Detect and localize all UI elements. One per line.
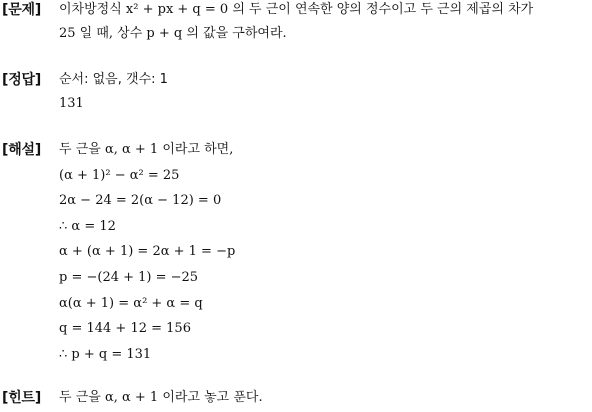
solution-row-2 <box>0 166 592 190</box>
problem-row-1 <box>0 0 592 24</box>
solution-line: ∴ p + q = 131 <box>59 347 152 362</box>
problem-label: [문제] <box>2 2 42 18</box>
hint-label: [힌트] <box>2 390 42 406</box>
answer-value: 131 <box>59 96 84 111</box>
solution-row-6 <box>0 268 592 292</box>
problem-row-2 <box>0 24 592 48</box>
hint-row-1 <box>0 388 592 412</box>
solution-line: (α + 1)² − α² = 25 <box>59 168 180 183</box>
solution-line: 2α − 24 = 2(α − 12) = 0 <box>59 193 222 208</box>
solution-line: α + (α + 1) = 2α + 1 = −p <box>59 244 236 259</box>
solution-row-9 <box>0 345 592 369</box>
solution-row-8 <box>0 319 592 343</box>
solution-row-5 <box>0 242 592 266</box>
solution-line: q = 144 + 12 = 156 <box>59 321 191 336</box>
answer-order-count: 순서: 없음, 갯수: 1 <box>59 72 168 87</box>
solution-row-7 <box>0 294 592 318</box>
solution-row-3 <box>0 191 592 215</box>
solution-line: 두 근을 α, α + 1 이라고 하면, <box>59 142 234 157</box>
answer-label: [정답] <box>2 72 42 88</box>
answer-row-1 <box>0 70 592 94</box>
solution-label: [해설] <box>2 142 42 158</box>
problem-text-line-1: 이차방정식 x² + px + q = 0 의 두 근이 연속한 양의 정수이고 두 근의 제곱의 차가 <box>59 2 534 17</box>
solution-row-1 <box>0 140 592 164</box>
solution-line: p = −(24 + 1) = −25 <box>59 270 199 285</box>
hint-text: 두 근을 α, α + 1 이라고 놓고 푼다. <box>59 390 263 405</box>
solution-row-4 <box>0 217 592 241</box>
solution-line: α(α + 1) = α² + α = q <box>59 296 203 311</box>
problem-text-line-2: 25 일 때, 상수 p + q 의 값을 구하여라. <box>59 26 287 41</box>
answer-row-2 <box>0 94 592 118</box>
solution-line: ∴ α = 12 <box>59 219 116 234</box>
